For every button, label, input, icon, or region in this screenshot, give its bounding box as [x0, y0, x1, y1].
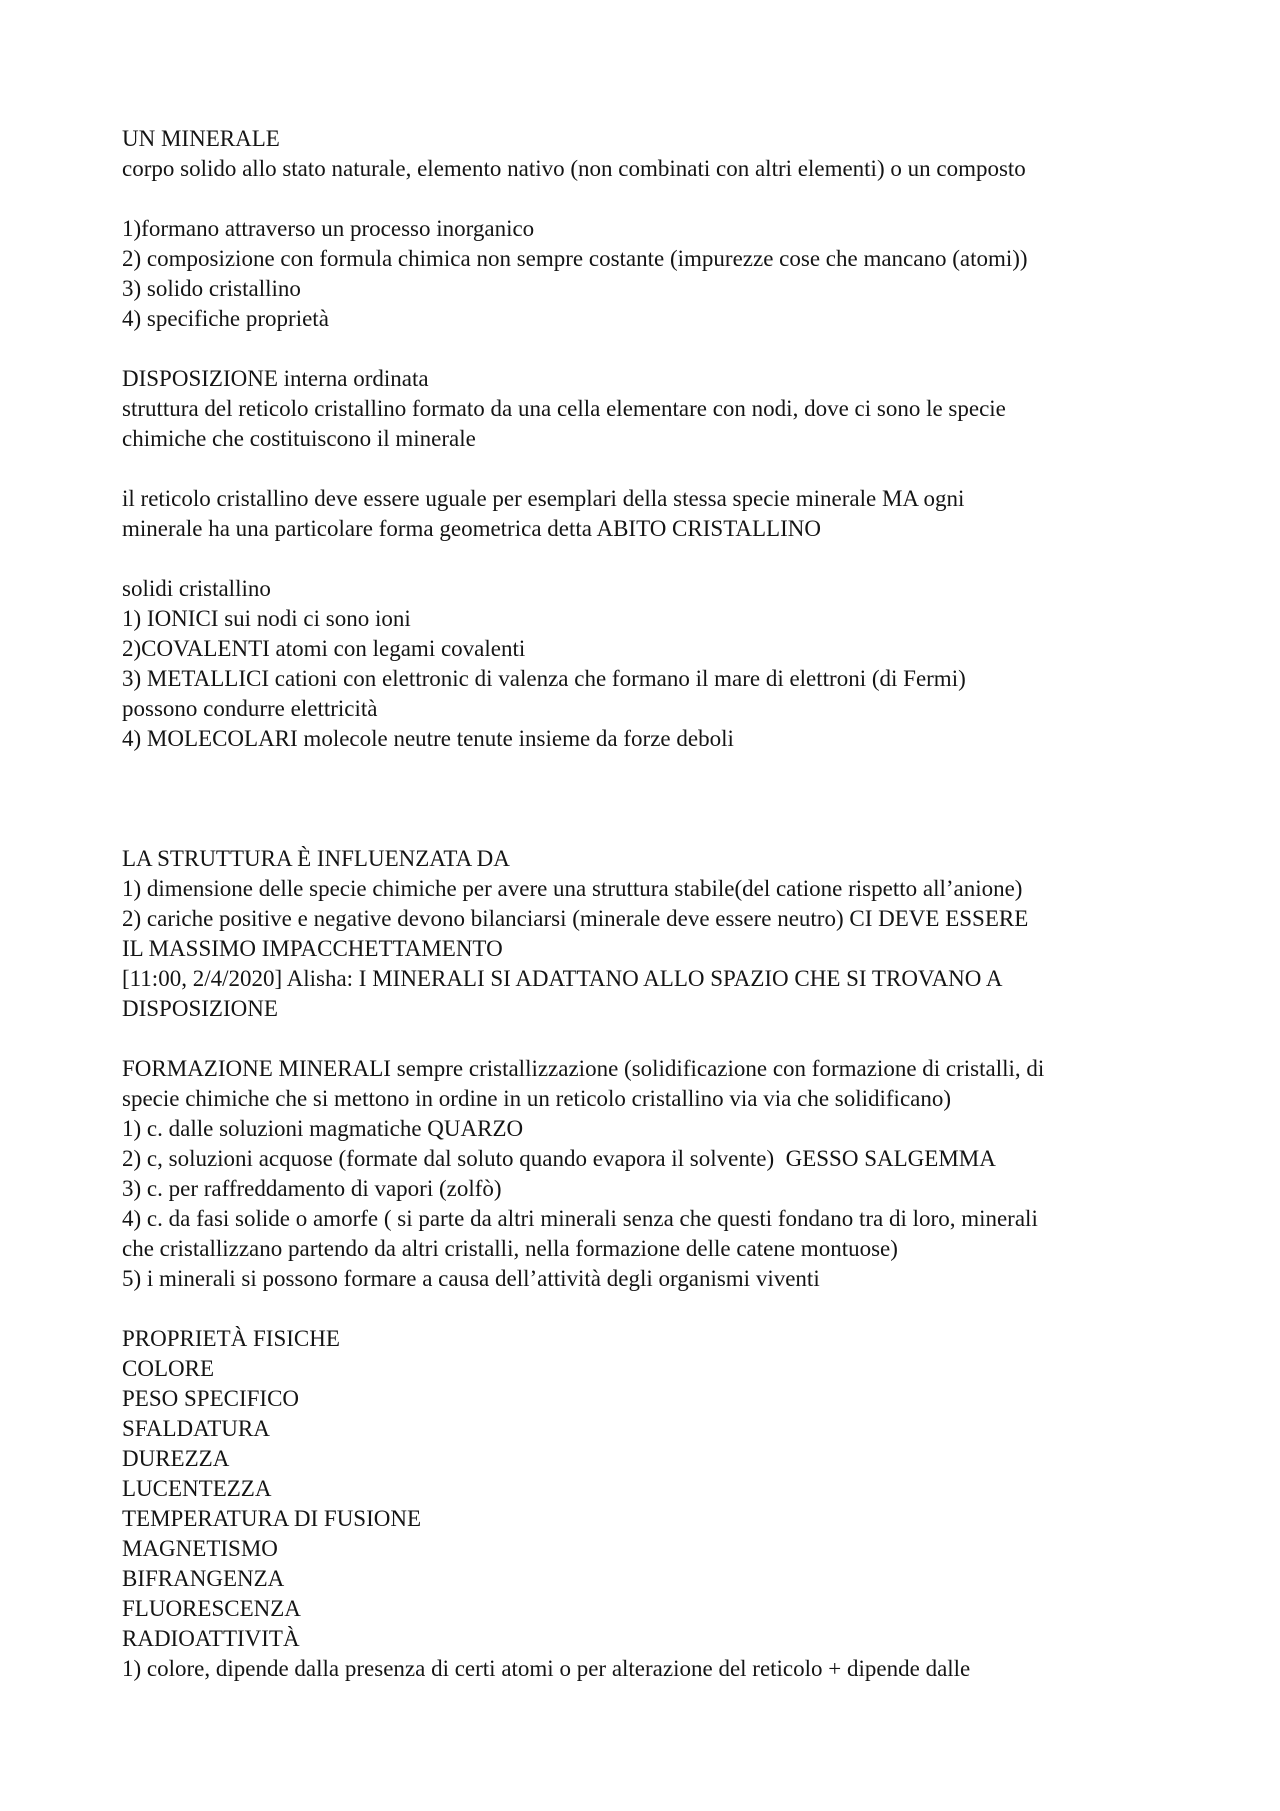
text-line: corpo solido allo stato naturale, elemento nativo (non combinati con altri elementi) o un composto: [122, 156, 1026, 181]
text-line: LUCENTEZZA: [122, 1476, 272, 1501]
text-line: specie chimiche che si mettono in ordine in un reticolo cristallino via via che solidificano): [122, 1086, 952, 1111]
blank-line: [122, 1294, 1182, 1324]
text-line: FLUORESCENZA: [122, 1596, 301, 1621]
text-line: 5) i minerali si possono formare a causa dell’attività degli organismi viventi: [122, 1266, 820, 1291]
blank-line: [122, 184, 1182, 214]
text-line: 1)formano attraverso un processo inorganico: [122, 216, 535, 241]
text-line: 1) colore, dipende dalla presenza di certi atomi o per alterazione del reticolo + dipende dalle: [122, 1656, 971, 1681]
text-line: possono condurre elettricità: [122, 696, 378, 721]
text-line: IL MASSIMO IMPACCHETTAMENTO: [122, 936, 503, 961]
text-line: TEMPERATURA DI FUSIONE: [122, 1506, 422, 1531]
text-line: 3) METALLICI cationi con elettronic di valenza che formano il mare di elettroni (di Fermi): [122, 666, 966, 691]
text-line: minerale ha una particolare forma geometrica detta ABITO CRISTALLINO: [122, 516, 821, 541]
text-line: SFALDATURA: [122, 1416, 270, 1441]
text-line: 2)COVALENTI atomi con legami covalenti: [122, 636, 526, 661]
text-line: 1) c. dalle soluzioni magmatiche QUARZO: [122, 1116, 524, 1141]
text-line: [11:00, 2/4/2020] Alisha: I MINERALI SI ADATTANO ALLO SPAZIO CHE SI TROVANO A: [122, 966, 1003, 991]
text-line: UN MINERALE: [122, 126, 280, 151]
text-line: BIFRANGENZA: [122, 1566, 285, 1591]
text-line: solidi cristallino: [122, 576, 271, 601]
text-line: COLORE: [122, 1356, 214, 1381]
text-line: DUREZZA: [122, 1446, 230, 1471]
text-line: LA STRUTTURA È INFLUENZATA DA: [122, 846, 510, 871]
text-line: MAGNETISMO: [122, 1536, 278, 1561]
blank-line: [122, 334, 1182, 364]
text-line: 3) c. per raffreddamento di vapori (zolfò): [122, 1176, 502, 1201]
blank-line: [122, 784, 1182, 814]
text-line: chimiche che costituiscono il minerale: [122, 426, 476, 451]
text-line: 4) specifiche proprietà: [122, 306, 329, 331]
document-page: [122, 124, 1182, 1684]
text-line: PESO SPECIFICO: [122, 1386, 300, 1411]
text-line: il reticolo cristallino deve essere uguale per esemplari della stessa specie minerale MA ogni: [122, 486, 965, 511]
text-line: FORMAZIONE MINERALI sempre cristallizzazione (solidificazione con formazione di cristalli, di: [122, 1056, 1045, 1081]
text-line: 4) c. da fasi solide o amorfe ( si parte da altri minerali senza che questi fondano tra di loro, minerali: [122, 1206, 1038, 1231]
text-line: 2) c, soluzioni acquose (formate dal soluto quando evapora il solvente) GESSO SALGEMMA: [122, 1146, 996, 1171]
blank-line: [122, 814, 1182, 844]
text-line: che cristallizzano partendo da altri cristalli, nella formazione delle catene montuose): [122, 1236, 898, 1261]
text-line: struttura del reticolo cristallino formato da una cella elementare con nodi, dove ci sono le specie: [122, 396, 1006, 421]
blank-line: [122, 454, 1182, 484]
text-line: DISPOSIZIONE interna ordinata: [122, 366, 429, 391]
text-line: RADIOATTIVITÀ: [122, 1626, 300, 1651]
text-line: 3) solido cristallino: [122, 276, 301, 301]
text-line: 2) cariche positive e negative devono bilanciarsi (minerale deve essere neutro) CI DEVE ESSERE: [122, 906, 1029, 931]
blank-line: [122, 544, 1182, 574]
blank-line: [122, 1024, 1182, 1054]
text-line: 1) IONICI sui nodi ci sono ioni: [122, 606, 411, 631]
text-line: 1) dimensione delle specie chimiche per avere una struttura stabile(del catione rispetto all’anione): [122, 876, 1023, 901]
blank-line: [122, 754, 1182, 784]
text-line: 2) composizione con formula chimica non sempre costante (impurezze cose che mancano (atomi)): [122, 246, 1028, 271]
text-line: DISPOSIZIONE: [122, 996, 278, 1021]
text-line: PROPRIETÀ FISICHE: [122, 1326, 340, 1351]
text-line: 4) MOLECOLARI molecole neutre tenute insieme da forze deboli: [122, 726, 734, 751]
